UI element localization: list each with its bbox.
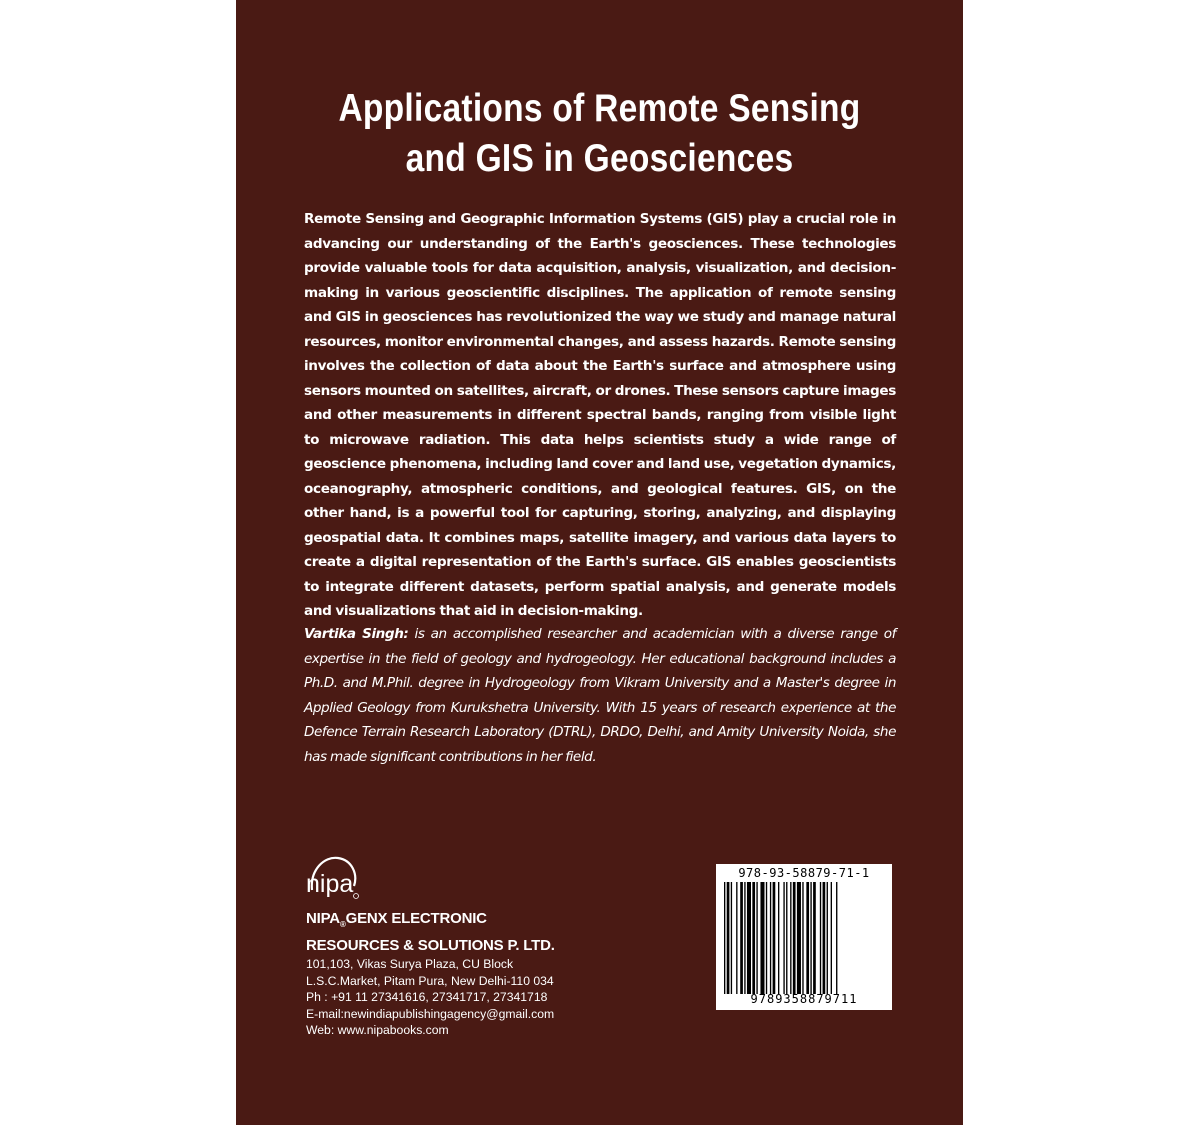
book-title-line-1: Applications of Remote Sensing [338,87,861,130]
isbn-number: 978-93-58879-71-1 [738,866,870,880]
book-description: Remote Sensing and Geographic Information Systems (GIS) play a crucial role in advancing our understanding of the Earth's geosciences. These technologies provide valuable tools for data acquisition, analysis, visualization, and decision-making in various geoscientific disciplines. The application of remote sensing and GIS in geosciences has revolutionized the way we study and manage natural resources, monitor environmental changes, and assess hazards. Remote sensing involves the collection of data about the Earth's surface and atmosphere using sensors mounted on satellites, aircraft, or drones. These sensors capture images and other measurements in different spectral bands, ranging from visible light to microwave radiation. This data helps scientists study a wide range of geoscience phenomena, including land cover and land use, vegetation dynamics, oceanography, atmospheric conditions, and geological features. GIS, on the other hand, is a powerful tool for capturing, storing, analyzing, and displaying geospatial data. It combines maps, satellite imagery, and various data layers to create a digital representation of the Earth's surface. GIS enables geoscientists to integrate different datasets, perform spatial analysis, and generate models and visualizations that aid in decision-making. [304,211,896,619]
publisher-name-part-2: GENX ELECTRONIC [345,910,487,927]
book-title-line-2: and GIS in Geosciences [405,137,794,180]
publisher-address-1: 101,103, Vikas Surya Plaza, CU Block [306,957,514,971]
publisher-email: E-mail:newindiapublishingagency@gmail.com [306,1006,555,1021]
publisher-name-line-2: RESOURCES & SOLUTIONS P. LTD. [306,937,555,954]
barcode-digits: 9789358879711 [750,992,858,1006]
publisher-address-2: L.S.C.Market, Pitam Pura, New Delhi-110 034 [306,973,554,988]
registered-mark: ® [339,920,346,929]
publisher-name-part-1: NIPA [306,910,340,927]
publisher-logo-text: nipa [306,870,354,898]
publisher-logo-icon [304,852,364,906]
author-bio [304,622,896,769]
publisher-website: Web: www.nipabooks.com [306,1023,449,1038]
publisher-name-line-1 [306,908,636,935]
author-name: Vartika Singh: [304,626,409,642]
barcode-bars [724,882,884,994]
publisher-phone: Ph : +91 11 27341616, 27341717, 27341718 [306,990,548,1005]
author-bio-text: is an accomplished researcher and academician with a diverse range of expertise in the field of geology and hydrogeology. Her educational background includes a Ph.D. and M.Phil. degree in Hydrogeology from Vikram University and a Master's degree in Applied Geology from Kurukshetra University. With 15 years of research experience at the Defence Terrain Research Laboratory (DTRL), DRDO, Delhi, and Amity University Noida, she has made significant contributions in her field. [304,626,896,765]
book-title [321,84,877,184]
publisher-info [306,908,636,1039]
isbn-barcode [716,864,892,1010]
back-cover [236,0,963,1125]
